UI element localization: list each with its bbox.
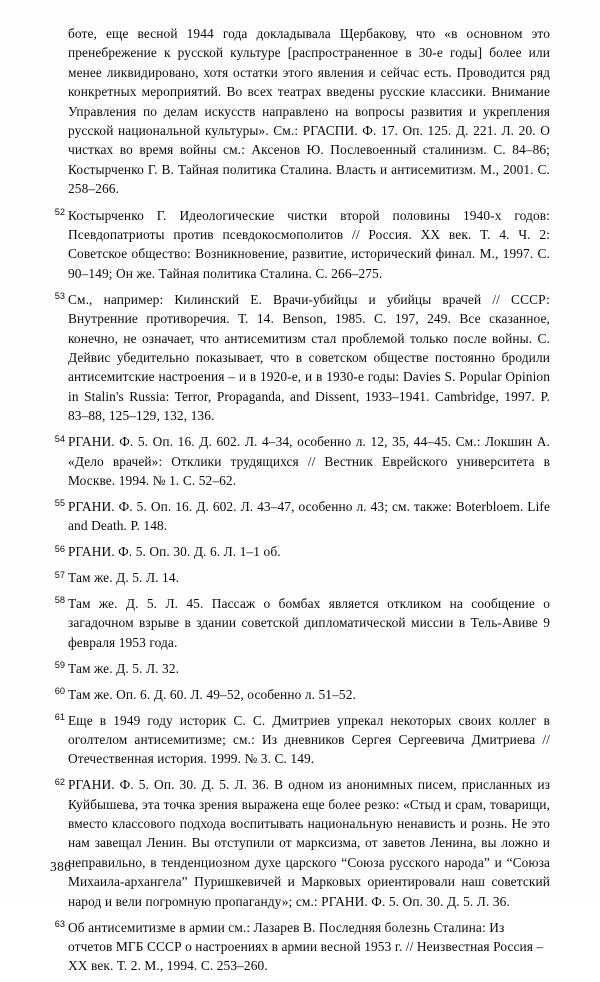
endnote-number: 54 bbox=[54, 433, 65, 444]
endnote-number: 56 bbox=[54, 543, 65, 554]
endnote-text: Об антисемитизме в армии см.: Лазарев В. Последняя болезнь Сталина: Из отчетов МГБ СССР о настроениях в армии весной 1953 г. // Неизвестная Россия – XX век. Т. 2. М., 1994. С. 253–260. bbox=[68, 919, 544, 974]
endnote-54 bbox=[50, 432, 550, 490]
endnote-text: Костырченко Г. Идеологические чистки второй половины 1940-х годов: Псевдопатриоты против псевдокосмополитов // Россия. XX век. Т. 4. Ч. 2: Советское общество: Возникновение, развитие, исторический финал. М., 1997. С. 90–149; Он же. Тайная политика Сталина. С. 266–275. bbox=[68, 207, 550, 281]
endnote-52 bbox=[50, 206, 550, 284]
endnote-number: 60 bbox=[54, 686, 65, 697]
endnote-57 bbox=[50, 568, 550, 587]
endnote-number: 59 bbox=[54, 660, 65, 671]
endnote-59 bbox=[50, 659, 550, 678]
endnote-text: Там же. Д. 5. Л. 14. bbox=[68, 570, 180, 586]
endnote-text: См., например: Килинский Е. Врачи-убийцы и убийцы врачей // СССР: Внутренние противоречия. Т. 14. Benson, 1985. С. 197, 249. Все сказанное, конечно, не означает, что антисемитизм стал проблемой только после войны. С. Дейвис убедительно показывает, что в советском обществе постоянно бродили антисемитские настроения – и в 1920-е, и в 1930-е годы: Davies S. Popular Opinion in Stalin's Russia: Terror, Propaganda, and Dissent, 1933–1941. Cambridge, 1997. P. 83–88, 125–129, 132, 136. bbox=[68, 291, 550, 424]
endnote-53 bbox=[50, 290, 550, 426]
endnotes-column bbox=[50, 24, 550, 982]
page-number: 386 bbox=[50, 859, 72, 874]
endnote-63 bbox=[50, 918, 550, 976]
endnote-55 bbox=[50, 497, 550, 536]
endnotes-list bbox=[50, 206, 550, 976]
endnote-number: 61 bbox=[54, 712, 65, 722]
endnote-number: 57 bbox=[54, 569, 65, 580]
endnote-number: 53 bbox=[54, 291, 65, 302]
endnote-number: 55 bbox=[54, 498, 65, 509]
endnote-56 bbox=[50, 542, 550, 561]
endnote-61 bbox=[50, 711, 550, 769]
endnote-62 bbox=[50, 775, 550, 911]
endnote-number: 63 bbox=[54, 919, 65, 930]
endnote-number: 58 bbox=[54, 595, 65, 606]
endnote-60 bbox=[50, 685, 550, 704]
endnote-text: Там же. Д. 5. Л. 32. bbox=[68, 660, 180, 676]
endnote-number: 52 bbox=[54, 207, 65, 218]
endnote-text: Еще в 1949 году историк С. С. Дмитриев упрекал некоторых своих коллег в оголтелом антисемитизме; см.: Из дневников Сергея Сергеевича Дмитриева // Отечественная история. 1999. № 3. С. 149. bbox=[68, 712, 550, 767]
endnote-text: Там же. Д. 5. Л. 45. Пассаж о бомбах является откликом на сообщение о загадочном взрыве в здании советской дипломатической миссии в Тель-Авиве 9 февраля 1953 года. bbox=[68, 595, 550, 650]
endnote-text: РГАНИ. Ф. 5. Оп. 30. Д. 6. Л. 1–1 об. bbox=[68, 544, 281, 560]
endnote-text: РГАНИ. Ф. 5. Оп. 30. Д. 5. Л. 36. В одном из анонимных писем, присланных из Куйбышева, эта точка зрения выражена еще более резко: «Стыд и срам, товарищи, вместо классового подхода воспитывать национальную ненависть и рознь. Не это нам завещал Ленин. Вы отступили от марксизма, от заветов Ленина, вы ложно и неправильно, в тенденциозном духе царского “Союза русского народа” и “Союза Михаила-архангела” Пуришкевичей и Марковых ориентировали наш советский народ и вели погромную пропаганду»; см.: РГАНИ. Ф. 5. Оп. 30. Д. 5. Л. 36. bbox=[68, 777, 550, 909]
endnote-58 bbox=[50, 594, 550, 652]
endnote-text: РГАНИ. Ф. 5. Оп. 16. Д. 602. Л. 43–47, особенно л. 43; см. также: Boterbloem. Life and Death. P. 148. bbox=[68, 498, 550, 534]
continued-note-text: боте, еще весной 1944 года докладывала Щербакову, что «в основном это пренебрежение к русской культуре [распространенное в 30-е годы] более или менее ликвидировано, хотя остатки этого явления и сейчас есть. Проводится ряд конкретных мероприятий. Во всех театрах введены русские классики. Внимание Управления по делам искусств направлено на вопросы развития и укрепления русской национальной культуры». См.: РГАСПИ. Ф. 17. Оп. 125. Д. 221. Л. 20. О чистках во время войны см.: Аксенов Ю. Послевоенный сталинизм. С. 84–86; Костырченко Г. В. Тайная политика Сталина. Власть и антисемитизм. М., 2001. С. 258–266. bbox=[68, 26, 550, 197]
endnote-number: 62 bbox=[54, 776, 65, 787]
endnote-text: Там же. Оп. 6. Д. 60. Л. 49–52, особенно л. 51–52. bbox=[68, 686, 356, 702]
endnote-text: РГАНИ. Ф. 5. Оп. 16. Д. 602. Л. 4–34, особенно л. 12, 35, 44–45. См.: Локшин А. «Дело врачей»: Отклики трудящихся // Вестник Еврейского университета в Москве. 1994. № 1. С. 52–62. bbox=[68, 434, 550, 488]
